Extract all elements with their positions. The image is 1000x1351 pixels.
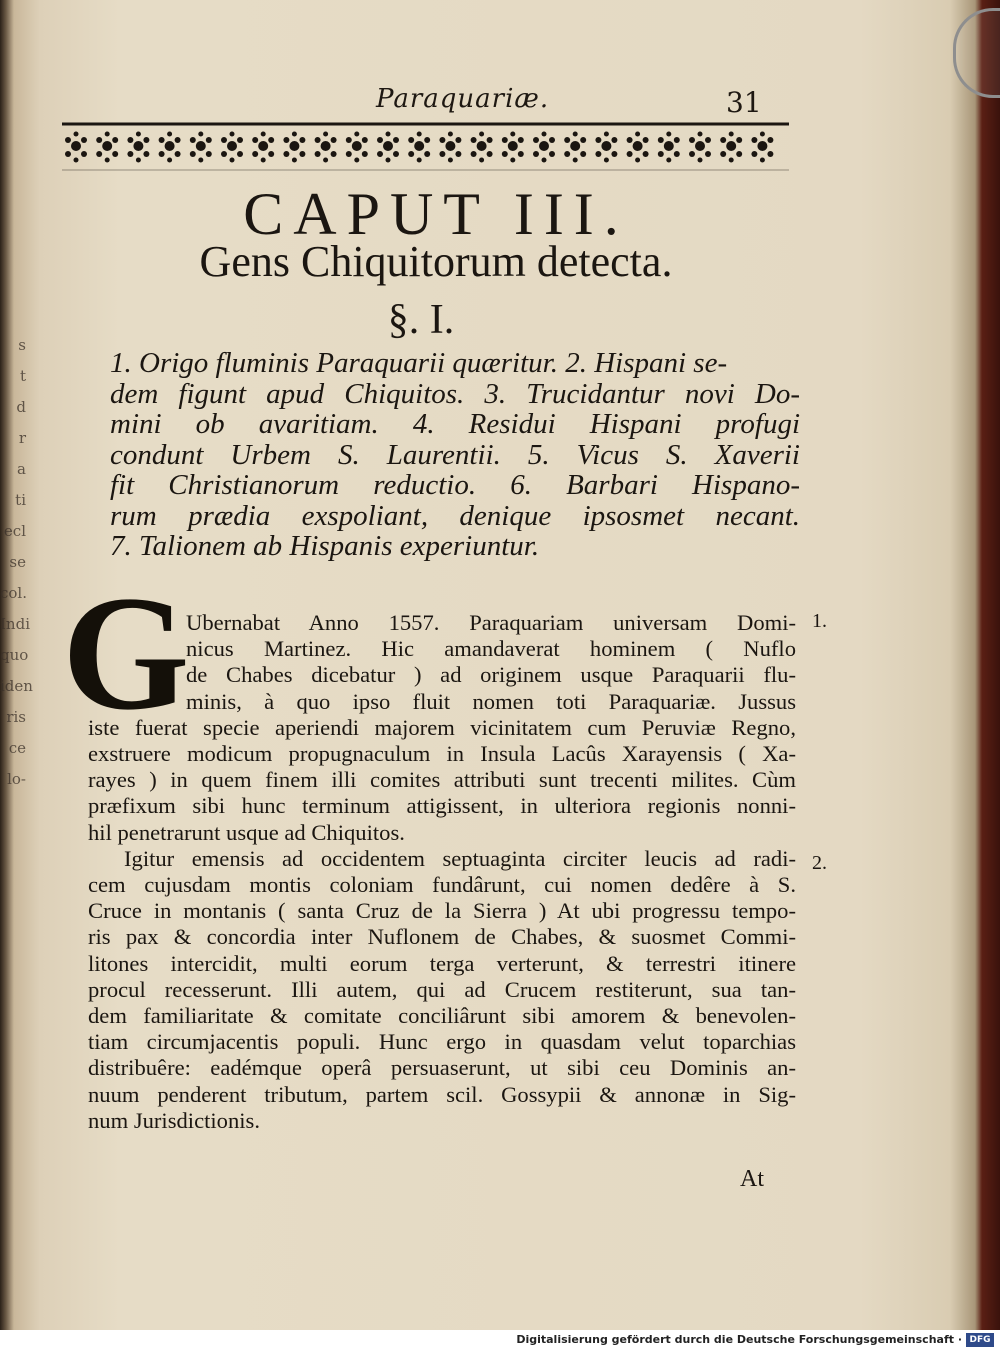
fleuron-ornament (595, 132, 617, 163)
margin-fragment: se (9, 553, 26, 571)
margin-fragment: d (16, 398, 26, 416)
body-text (88, 610, 796, 1134)
body-line: Cruce in montanis ( santa Cruz de la Sierra ) At ubi progressu tempo- (88, 898, 796, 924)
margin-fragment: ecl (3, 522, 26, 540)
fleuron-ornament (627, 132, 649, 163)
fleuron-ornament (190, 132, 212, 163)
fleuron-ornament (127, 132, 149, 163)
summary-line: rum prædia exspoliant, denique ipsosmet necant. (110, 499, 800, 532)
fleuron-ornament (658, 132, 680, 163)
body-line: Ubernabat Anno 1557. Paraquariam universam Domi- (186, 610, 796, 635)
body-line: iste fuerat specie aperiendi majorem vicinitatem cum Peruviæ Regno, (88, 714, 796, 740)
body-line: tiam circumjacentis populi. Hunc ergo in quasdam velut toparchias (88, 1029, 796, 1055)
fleuron-ornament (315, 132, 337, 163)
fleuron-ornament (471, 132, 493, 163)
body-line: præfixum sibi hunc terminum attigissent, in ulteriora regionis nonni- (88, 793, 796, 819)
fleuron-ornament (408, 132, 430, 163)
left-margin-fragments (0, 330, 33, 1030)
margin-fragment: iden (0, 677, 33, 695)
margin-fragment: Indi (0, 615, 30, 633)
dfg-logo: DFG (966, 1333, 994, 1347)
footer-credit: Digitalisierung gefördert durch die Deutsche Forschungsgemeinschaft · (516, 1333, 962, 1346)
fleuron-ornament (96, 132, 118, 163)
fleuron-ornament (159, 132, 181, 163)
fleuron-ornament (720, 132, 742, 163)
margin-fragment: ce (8, 739, 26, 757)
body-line: nuum penderent tributum, partem scil. Gossypii & annonæ in Sig- (88, 1081, 796, 1107)
body-line: rayes ) in quem finem illi comites attributi sunt trecenti milites. Cùm (88, 767, 796, 793)
running-head: Paraquariæ. (376, 84, 550, 114)
summary-line: mini ob avaritiam. 4. Residui Hispani profugi (110, 408, 800, 440)
marginal-number-2: 2. (812, 852, 827, 874)
fleuron-ornament (533, 132, 555, 163)
body-line: nicus Martinez. Hic amandaverat hominem ( Nuflo (186, 636, 796, 662)
section-mark: §. I. (387, 297, 455, 343)
body-line: de Chabes dicebatur ) ad originem usque Paraquarii flu- (186, 662, 796, 688)
drop-cap: G (62, 563, 190, 744)
margin-fragment: ris (6, 708, 26, 726)
chapter-title: CAPUT III. (243, 181, 629, 247)
body-line: ris pax & concordia inter Nuflonem de Chabes, & suosmet Commi- (88, 924, 796, 950)
fleuron-ornament (346, 132, 368, 163)
marginal-number-1: 1. (812, 610, 827, 632)
summary-line: fit Christianorum reductio. 6. Barbari Hispano- (110, 469, 800, 501)
body-line: num Jurisdictionis. (88, 1107, 260, 1133)
summary-line: condunt Urbem S. Laurentii. 5. Vicus S. Xaverii (110, 438, 800, 471)
summary-line: 7. Talionem ab Hispanis experiuntur. (110, 530, 540, 562)
summary-line: 1. Origo fluminis Paraquarii quæritur. 2. Hispani se- (110, 347, 728, 379)
fleuron-ornament (252, 132, 274, 163)
body-line: Igitur emensis ad occidentem septuaginta circiter leucis ad radi- (124, 845, 796, 871)
margin-fragment: r (18, 429, 26, 447)
fleuron-ornament (283, 132, 305, 163)
fleuron-ornament (689, 132, 711, 163)
margin-fragment: a (17, 460, 26, 478)
margin-fragment: col. (0, 584, 27, 602)
fleuron-ornament (751, 132, 773, 163)
margin-fragment: t (19, 367, 26, 385)
ornament-band (62, 118, 789, 174)
page-number: 31 (726, 86, 762, 119)
chapter-summary (110, 348, 800, 562)
body-line: distribuêre: eadémque operâ persuaserunt, ut sibi ceu Dominis an- (88, 1055, 796, 1081)
footer-bar (0, 1330, 1000, 1351)
fleuron-ornament (377, 132, 399, 163)
body-line: litones intercidit, multi eorum terga verterunt, & terrestri itinere (88, 950, 796, 976)
margin-fragment: s (18, 336, 26, 354)
body-line: dem familiaritate & comitate conciliârunt sibi amorem & benevolen- (88, 1003, 796, 1029)
summary-line: dem figunt apud Chiquitos. 3. Trucidantur novi Do- (110, 377, 800, 410)
fleuron-ornament (221, 132, 243, 163)
margin-fragment: quo (0, 646, 29, 664)
margin-fragment: ti (15, 491, 26, 509)
body-line: cem cujusdam montis coloniam fundârunt, cui nomen dedêre à S. (88, 872, 796, 898)
chapter-subtitle: Gens Chiquitorum detecta. (199, 237, 673, 286)
book-page (26, 0, 976, 1330)
body-line: hil penetrarunt usque ad Chiquitos. (88, 819, 405, 845)
body-line: exstruere modicum propugnaculum in Insula Lacûs Xarayensis ( Xa- (88, 741, 796, 767)
catchword: At (740, 1166, 764, 1192)
body-line: minis, à quo ipso fluit nomen toti Paraquariæ. Jussus (186, 688, 796, 714)
fleuron-ornament (439, 132, 461, 163)
body-line: procul recesserunt. Illi autem, qui ad Crucem restiterunt, sua tan- (88, 976, 796, 1002)
margin-fragment: lo- (7, 770, 26, 788)
fleuron-ornament (502, 132, 524, 163)
fleuron-ornament (564, 132, 586, 163)
fleuron-ornament (65, 132, 87, 163)
